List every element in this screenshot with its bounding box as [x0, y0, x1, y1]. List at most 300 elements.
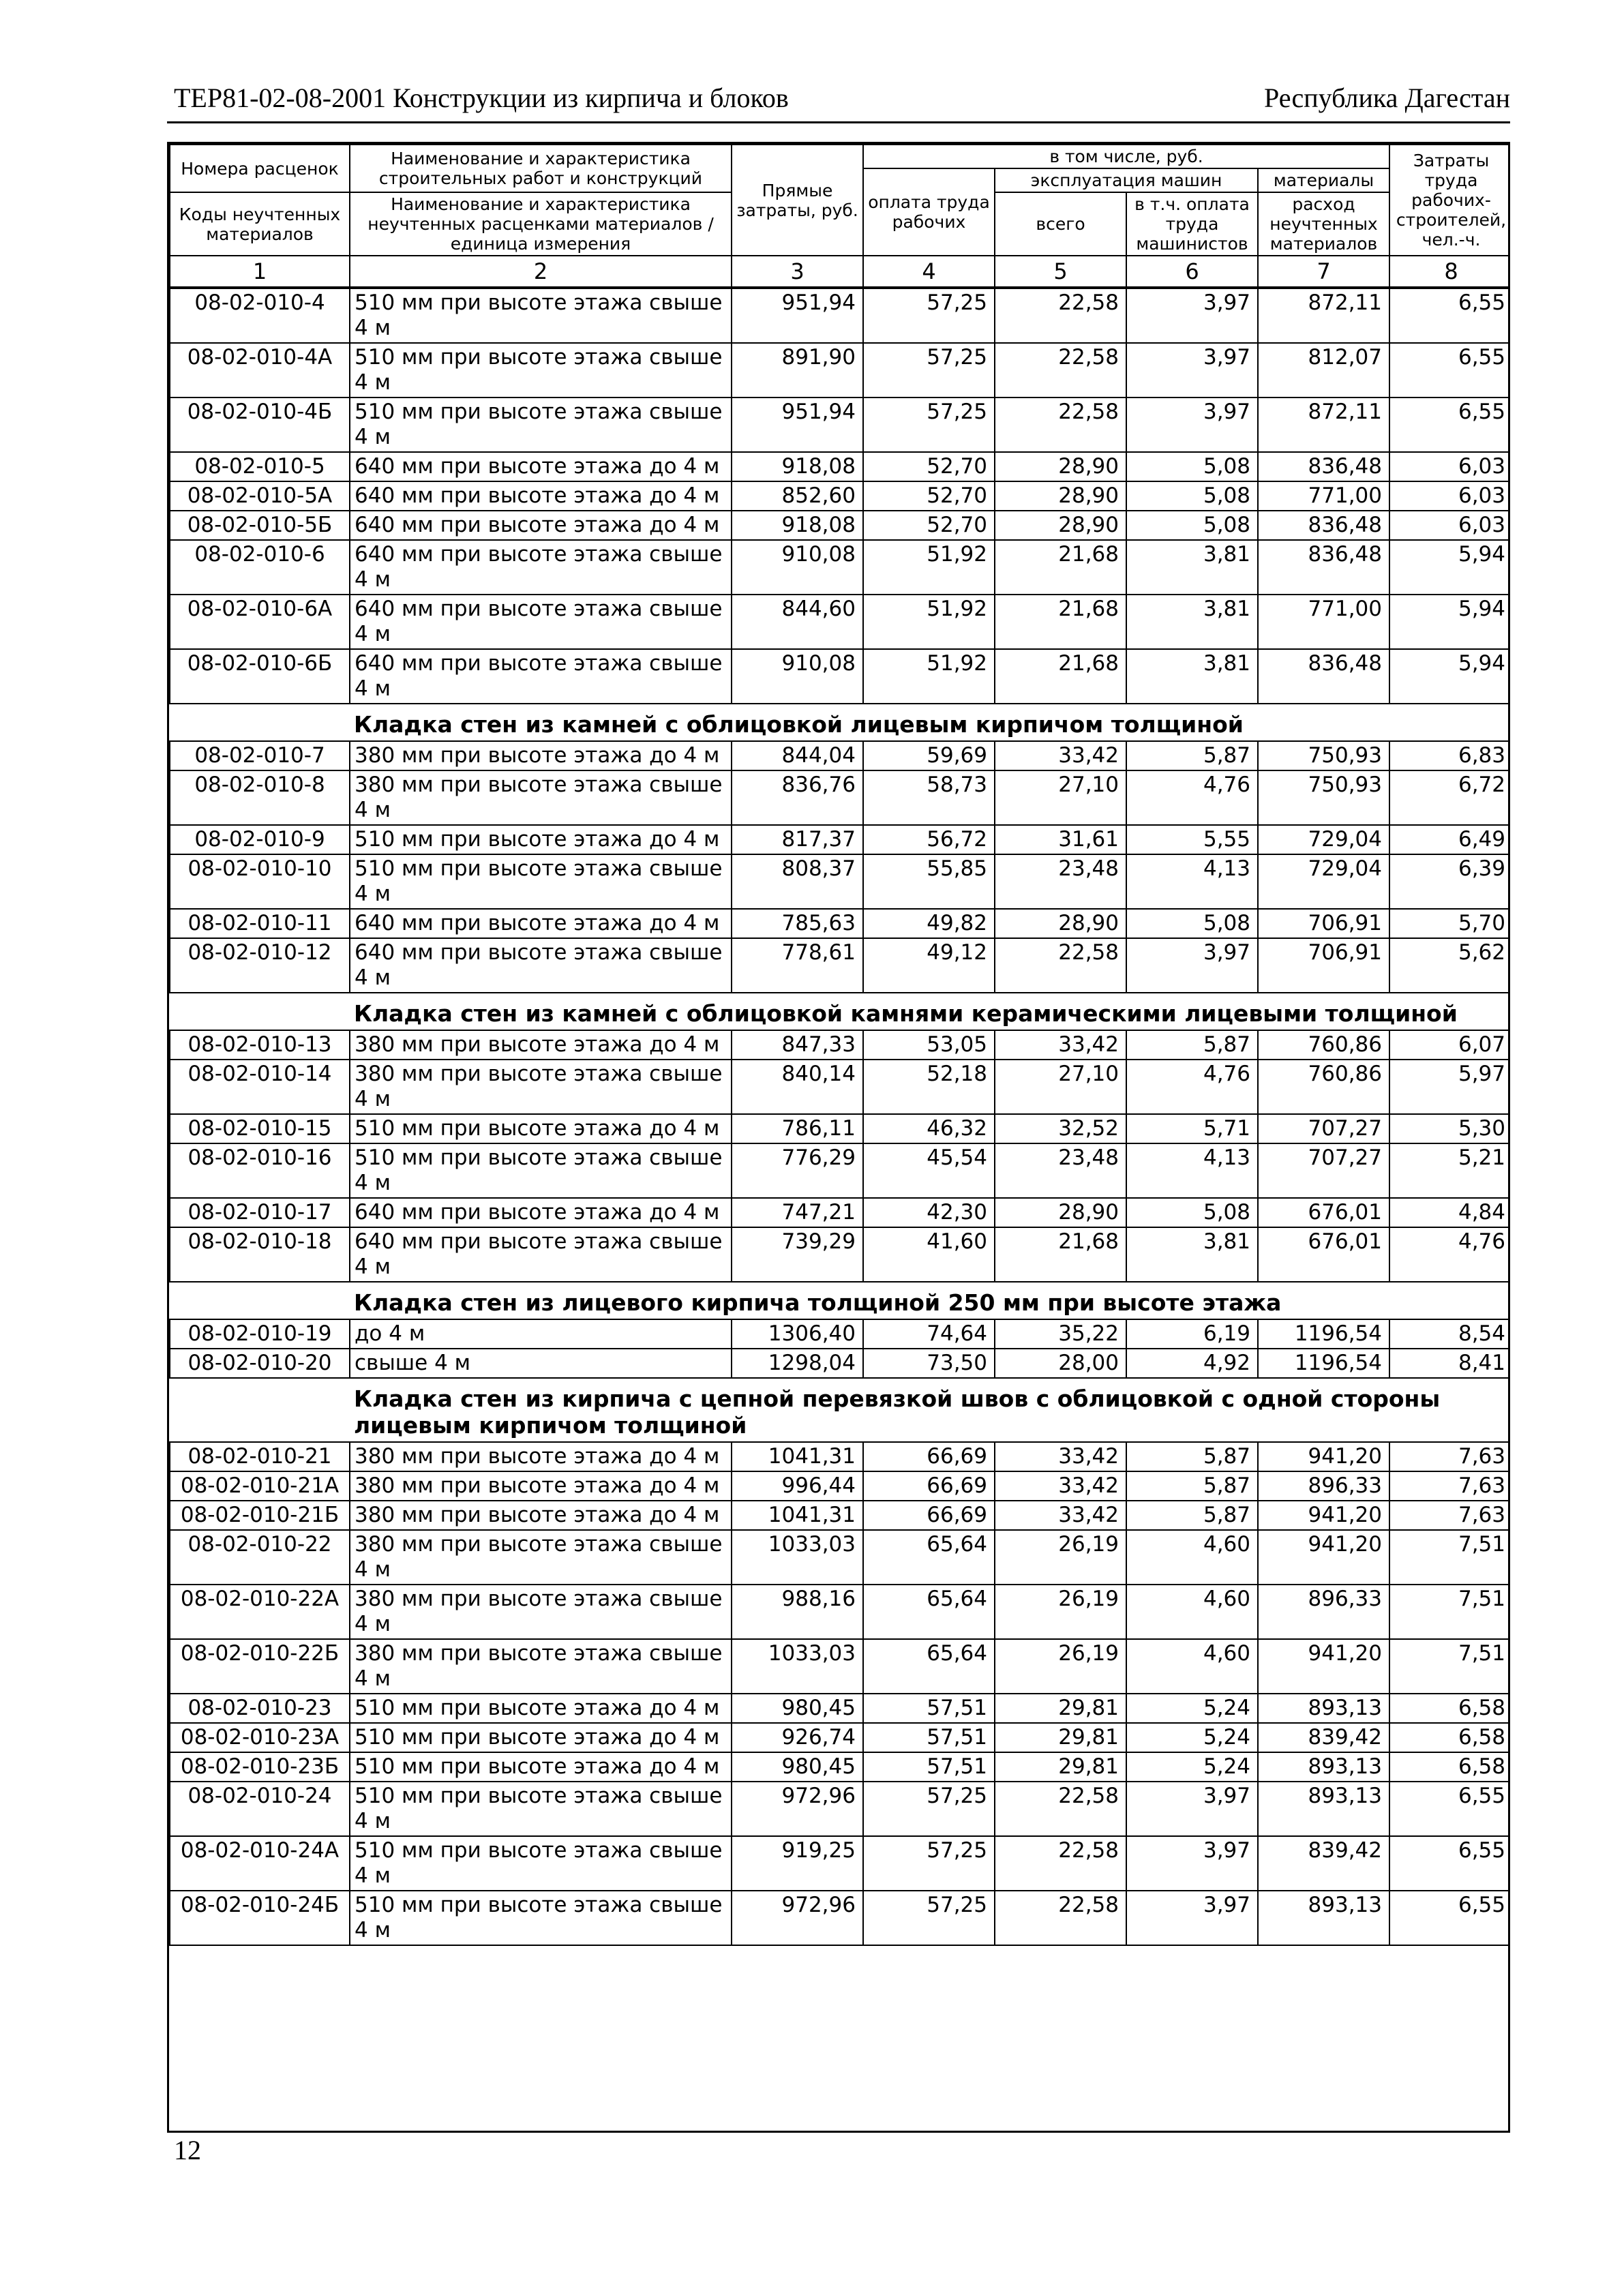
- rate-code-cell: 08-02-010-4А: [170, 343, 350, 397]
- work-name-cell: 640 мм при высоте этажа свыше 4 м: [350, 540, 732, 595]
- rate-code-cell: 08-02-010-21А: [170, 1471, 350, 1501]
- work-name-cell: 510 мм при высоте этажа до 4 м: [350, 825, 732, 854]
- work-name-cell: 380 мм при высоте этажа до 4 м: [350, 1471, 732, 1501]
- value-cell-c5: 22,58: [995, 1782, 1126, 1836]
- value-cell-c5: 29,81: [995, 1752, 1126, 1782]
- value-cell-c7: 941,20: [1258, 1639, 1389, 1694]
- value-cell-c8: 7,51: [1389, 1530, 1510, 1585]
- work-name-cell: 380 мм при высоте этажа до 4 м: [350, 1030, 732, 1060]
- table-row: [170, 1723, 1510, 1752]
- value-cell-c7: 676,01: [1258, 1198, 1389, 1227]
- table-row: [170, 1349, 1510, 1378]
- value-cell-c4: 58,73: [863, 770, 995, 825]
- value-cell-c4: 52,70: [863, 481, 995, 511]
- header-machines-total: всего: [995, 192, 1126, 256]
- value-cell-c4: 52,70: [863, 511, 995, 540]
- value-cell-c4: 46,32: [863, 1114, 995, 1143]
- value-cell-c5: 32,52: [995, 1114, 1126, 1143]
- value-cell-c3: 910,08: [732, 540, 863, 595]
- value-cell-c7: 706,91: [1258, 909, 1389, 938]
- table-row: [170, 397, 1510, 452]
- value-cell-c7: 896,33: [1258, 1471, 1389, 1501]
- value-cell-c6: 4,76: [1126, 770, 1258, 825]
- table-row: [170, 1501, 1510, 1530]
- value-cell-c3: 817,37: [732, 825, 863, 854]
- section-heading: Кладка стен из лицевого кирпича толщиной 250 мм при высоте этажа: [350, 1282, 1510, 1319]
- work-name-cell: 640 мм при высоте этажа до 4 м: [350, 909, 732, 938]
- rate-code-cell: 08-02-010-7: [170, 741, 350, 770]
- table-row: [170, 770, 1510, 825]
- table-row: [170, 741, 1510, 770]
- column-number: 2: [350, 256, 732, 288]
- value-cell-c8: 6,07: [1389, 1030, 1510, 1060]
- table-row: [170, 1836, 1510, 1891]
- rates-table-frame: [167, 142, 1510, 2133]
- value-cell-c3: 918,08: [732, 452, 863, 481]
- value-cell-c3: 891,90: [732, 343, 863, 397]
- rate-code-cell: 08-02-010-22: [170, 1530, 350, 1585]
- value-cell-c7: 872,11: [1258, 288, 1389, 343]
- value-cell-c3: 980,45: [732, 1752, 863, 1782]
- value-cell-c4: 52,70: [863, 452, 995, 481]
- value-cell-c5: 21,68: [995, 540, 1126, 595]
- value-cell-c8: 6,55: [1389, 397, 1510, 452]
- value-cell-c6: 5,87: [1126, 741, 1258, 770]
- value-cell-c4: 57,25: [863, 397, 995, 452]
- value-cell-c4: 42,30: [863, 1198, 995, 1227]
- value-cell-c7: 893,13: [1258, 1752, 1389, 1782]
- value-cell-c7: 1196,54: [1258, 1319, 1389, 1349]
- value-cell-c4: 66,69: [863, 1501, 995, 1530]
- value-cell-c6: 5,24: [1126, 1752, 1258, 1782]
- table-row: [170, 1030, 1510, 1060]
- value-cell-c3: 972,96: [732, 1891, 863, 1945]
- rate-code-cell: 08-02-010-22А: [170, 1585, 350, 1639]
- header-machines: эксплуатация машин: [995, 168, 1258, 192]
- table-row: [170, 343, 1510, 397]
- value-cell-c4: 57,25: [863, 1782, 995, 1836]
- work-name-cell: 380 мм при высоте этажа до 4 м: [350, 1442, 732, 1471]
- rate-code-cell: 08-02-010-23А: [170, 1723, 350, 1752]
- value-cell-c7: 836,48: [1258, 511, 1389, 540]
- value-cell-c8: 5,94: [1389, 595, 1510, 649]
- table-row: [170, 1060, 1510, 1114]
- value-cell-c3: 996,44: [732, 1471, 863, 1501]
- table-row: [170, 1442, 1510, 1471]
- table-row: [170, 825, 1510, 854]
- value-cell-c8: 6,58: [1389, 1723, 1510, 1752]
- value-cell-c4: 55,85: [863, 854, 995, 909]
- rate-code-cell: 08-02-010-6Б: [170, 649, 350, 704]
- value-cell-c3: 951,94: [732, 397, 863, 452]
- value-cell-c3: 919,25: [732, 1836, 863, 1891]
- work-name-cell: 380 мм при высоте этажа до 4 м: [350, 1501, 732, 1530]
- value-cell-c3: 844,04: [732, 741, 863, 770]
- section-heading-spacer: [170, 1282, 350, 1319]
- work-name-cell: 510 мм при высоте этажа до 4 м: [350, 1752, 732, 1782]
- value-cell-c5: 28,90: [995, 909, 1126, 938]
- work-name-cell: 380 мм при высоте этажа свыше 4 м: [350, 1530, 732, 1585]
- work-name-cell: 510 мм при высоте этажа до 4 м: [350, 1723, 732, 1752]
- value-cell-c3: 844,60: [732, 595, 863, 649]
- column-number: 6: [1126, 256, 1258, 288]
- table-row: [170, 288, 1510, 343]
- value-cell-c5: 28,90: [995, 1198, 1126, 1227]
- value-cell-c6: 4,60: [1126, 1639, 1258, 1694]
- header-name: Наименование и характеристика строительных работ и конструкций: [350, 145, 732, 192]
- value-cell-c7: 836,48: [1258, 540, 1389, 595]
- rate-code-cell: 08-02-010-16: [170, 1143, 350, 1198]
- value-cell-c7: 676,01: [1258, 1227, 1389, 1282]
- value-cell-c8: 6,49: [1389, 825, 1510, 854]
- value-cell-c8: 7,63: [1389, 1442, 1510, 1471]
- value-cell-c3: 1298,04: [732, 1349, 863, 1378]
- value-cell-c5: 23,48: [995, 1143, 1126, 1198]
- value-cell-c3: 852,60: [732, 481, 863, 511]
- value-cell-c5: 22,58: [995, 938, 1126, 993]
- value-cell-c8: 6,72: [1389, 770, 1510, 825]
- rate-code-cell: 08-02-010-4Б: [170, 397, 350, 452]
- rate-code-cell: 08-02-010-17: [170, 1198, 350, 1227]
- value-cell-c4: 65,64: [863, 1530, 995, 1585]
- rate-code-cell: 08-02-010-12: [170, 938, 350, 993]
- section-heading-spacer: [170, 993, 350, 1030]
- section-heading-row: [170, 704, 1510, 741]
- header-direct-costs: Прямые затраты, руб.: [732, 145, 863, 256]
- value-cell-c6: 5,87: [1126, 1030, 1258, 1060]
- header-codes: Номера расценок: [170, 145, 350, 192]
- value-cell-c3: 1033,03: [732, 1639, 863, 1694]
- work-name-cell: 640 мм при высоте этажа свыше 4 м: [350, 595, 732, 649]
- value-cell-c6: 3,81: [1126, 1227, 1258, 1282]
- work-name-cell: 510 мм при высоте этажа свыше 4 м: [350, 397, 732, 452]
- work-name-cell: 510 мм при высоте этажа свыше 4 м: [350, 288, 732, 343]
- page-header: [167, 74, 1510, 117]
- value-cell-c3: 988,16: [732, 1585, 863, 1639]
- rate-code-cell: 08-02-010-24Б: [170, 1891, 350, 1945]
- value-cell-c8: 6,03: [1389, 511, 1510, 540]
- value-cell-c8: 5,30: [1389, 1114, 1510, 1143]
- rate-code-cell: 08-02-010-11: [170, 909, 350, 938]
- work-name-cell: 640 мм при высоте этажа до 4 м: [350, 1198, 732, 1227]
- value-cell-c8: 7,63: [1389, 1471, 1510, 1501]
- value-cell-c6: 5,08: [1126, 452, 1258, 481]
- value-cell-c8: 6,55: [1389, 343, 1510, 397]
- value-cell-c6: 3,81: [1126, 595, 1258, 649]
- value-cell-c5: 33,42: [995, 1442, 1126, 1471]
- value-cell-c6: 5,71: [1126, 1114, 1258, 1143]
- value-cell-c8: 6,83: [1389, 741, 1510, 770]
- page-number: 12: [174, 2135, 201, 2165]
- value-cell-c4: 65,64: [863, 1639, 995, 1694]
- work-name-cell: 510 мм при высоте этажа свыше 4 м: [350, 1782, 732, 1836]
- value-cell-c6: 3,97: [1126, 1891, 1258, 1945]
- rates-table: [169, 144, 1510, 1946]
- value-cell-c6: 5,87: [1126, 1442, 1258, 1471]
- value-cell-c5: 35,22: [995, 1319, 1126, 1349]
- value-cell-c7: 706,91: [1258, 938, 1389, 993]
- section-heading-row: [170, 1378, 1510, 1442]
- rate-code-cell: 08-02-010-5Б: [170, 511, 350, 540]
- value-cell-c7: 771,00: [1258, 481, 1389, 511]
- value-cell-c6: 5,08: [1126, 1198, 1258, 1227]
- value-cell-c4: 66,69: [863, 1442, 995, 1471]
- value-cell-c3: 951,94: [732, 288, 863, 343]
- rate-code-cell: 08-02-010-9: [170, 825, 350, 854]
- work-name-cell: 510 мм при высоте этажа свыше 4 м: [350, 1891, 732, 1945]
- value-cell-c5: 22,58: [995, 397, 1126, 452]
- value-cell-c5: 29,81: [995, 1694, 1126, 1723]
- column-numbers-row: [170, 256, 1510, 288]
- rate-code-cell: 08-02-010-24А: [170, 1836, 350, 1891]
- value-cell-c8: 5,94: [1389, 649, 1510, 704]
- value-cell-c3: 972,96: [732, 1782, 863, 1836]
- column-number: 4: [863, 256, 995, 288]
- value-cell-c5: 28,00: [995, 1349, 1126, 1378]
- section-heading-row: [170, 1282, 1510, 1319]
- header-labor: Затраты труда рабочих-строителей, чел.-ч.: [1389, 145, 1510, 256]
- value-cell-c3: 1033,03: [732, 1530, 863, 1585]
- rate-code-cell: 08-02-010-22Б: [170, 1639, 350, 1694]
- value-cell-c6: 5,08: [1126, 909, 1258, 938]
- value-cell-c7: 760,86: [1258, 1030, 1389, 1060]
- value-cell-c3: 926,74: [732, 1723, 863, 1752]
- value-cell-c6: 6,19: [1126, 1319, 1258, 1349]
- table-row: [170, 1143, 1510, 1198]
- value-cell-c3: 808,37: [732, 854, 863, 909]
- work-name-cell: 380 мм при высоте этажа до 4 м: [350, 741, 732, 770]
- table-row: [170, 854, 1510, 909]
- column-number: 1: [170, 256, 350, 288]
- work-name-cell: 380 мм при высоте этажа свыше 4 м: [350, 1639, 732, 1694]
- work-name-cell: до 4 м: [350, 1319, 732, 1349]
- work-name-cell: 640 мм при высоте этажа до 4 м: [350, 481, 732, 511]
- value-cell-c5: 26,19: [995, 1639, 1126, 1694]
- value-cell-c7: 896,33: [1258, 1585, 1389, 1639]
- rate-code-cell: 08-02-010-10: [170, 854, 350, 909]
- rate-code-cell: 08-02-010-20: [170, 1349, 350, 1378]
- section-heading-row: [170, 993, 1510, 1030]
- table-row: [170, 1782, 1510, 1836]
- value-cell-c3: 786,11: [732, 1114, 863, 1143]
- table-row: [170, 1227, 1510, 1282]
- value-cell-c5: 33,42: [995, 1471, 1126, 1501]
- header-unaccounted-codes: Коды неучтенных материалов: [170, 192, 350, 256]
- section-heading: Кладка стен из камней с облицовкой камнями керамическими лицевыми толщиной: [350, 993, 1510, 1030]
- table-row: [170, 1114, 1510, 1143]
- value-cell-c6: 5,08: [1126, 481, 1258, 511]
- value-cell-c7: 941,20: [1258, 1530, 1389, 1585]
- work-name-cell: 380 мм при высоте этажа свыше 4 м: [350, 1585, 732, 1639]
- work-name-cell: 640 мм при высоте этажа свыше 4 м: [350, 1227, 732, 1282]
- value-cell-c4: 57,51: [863, 1752, 995, 1782]
- work-name-cell: 640 мм при высоте этажа свыше 4 м: [350, 938, 732, 993]
- rate-code-cell: 08-02-010-13: [170, 1030, 350, 1060]
- section-heading-spacer: [170, 704, 350, 741]
- work-name-cell: свыше 4 м: [350, 1349, 732, 1378]
- value-cell-c7: 812,07: [1258, 343, 1389, 397]
- work-name-cell: 510 мм при высоте этажа свыше 4 м: [350, 1143, 732, 1198]
- table-row: [170, 481, 1510, 511]
- value-cell-c8: 6,03: [1389, 452, 1510, 481]
- table-row: [170, 511, 1510, 540]
- value-cell-c5: 22,58: [995, 1891, 1126, 1945]
- value-cell-c6: 5,55: [1126, 825, 1258, 854]
- table-body: [170, 288, 1510, 1945]
- value-cell-c5: 31,61: [995, 825, 1126, 854]
- header-materials: материалы: [1258, 168, 1389, 192]
- rate-code-cell: 08-02-010-6: [170, 540, 350, 595]
- section-heading: Кладка стен из камней с облицовкой лицевым кирпичом толщиной: [350, 704, 1510, 741]
- value-cell-c5: 33,42: [995, 1501, 1126, 1530]
- value-cell-c6: 4,13: [1126, 1143, 1258, 1198]
- value-cell-c7: 839,42: [1258, 1836, 1389, 1891]
- value-cell-c3: 910,08: [732, 649, 863, 704]
- value-cell-c5: 29,81: [995, 1723, 1126, 1752]
- rate-code-cell: 08-02-010-5А: [170, 481, 350, 511]
- value-cell-c4: 74,64: [863, 1319, 995, 1349]
- value-cell-c7: 941,20: [1258, 1442, 1389, 1471]
- value-cell-c7: 836,48: [1258, 649, 1389, 704]
- value-cell-c7: 941,20: [1258, 1501, 1389, 1530]
- table-row: [170, 1694, 1510, 1723]
- value-cell-c8: 5,21: [1389, 1143, 1510, 1198]
- value-cell-c8: 4,76: [1389, 1227, 1510, 1282]
- value-cell-c5: 26,19: [995, 1530, 1126, 1585]
- rate-code-cell: 08-02-010-23: [170, 1694, 350, 1723]
- value-cell-c4: 51,92: [863, 649, 995, 704]
- value-cell-c7: 893,13: [1258, 1891, 1389, 1945]
- value-cell-c4: 57,25: [863, 288, 995, 343]
- table-row: [170, 595, 1510, 649]
- value-cell-c7: 839,42: [1258, 1723, 1389, 1752]
- value-cell-c6: 3,97: [1126, 288, 1258, 343]
- work-name-cell: 640 мм при высоте этажа свыше 4 м: [350, 649, 732, 704]
- rate-code-cell: 08-02-010-24: [170, 1782, 350, 1836]
- value-cell-c8: 6,58: [1389, 1694, 1510, 1723]
- value-cell-c8: 7,63: [1389, 1501, 1510, 1530]
- column-number: 3: [732, 256, 863, 288]
- table-row: [170, 1891, 1510, 1945]
- document-title: ТЕР81-02-08-2001 Конструкции из кирпича и блоков: [174, 82, 789, 113]
- value-cell-c3: 918,08: [732, 511, 863, 540]
- work-name-cell: 510 мм при высоте этажа до 4 м: [350, 1114, 732, 1143]
- value-cell-c6: 3,97: [1126, 397, 1258, 452]
- value-cell-c8: 8,54: [1389, 1319, 1510, 1349]
- rate-code-cell: 08-02-010-18: [170, 1227, 350, 1282]
- header-machinist-wages: в т.ч. оплата труда машинистов: [1126, 192, 1258, 256]
- value-cell-c3: 778,61: [732, 938, 863, 993]
- table-row: [170, 1530, 1510, 1585]
- value-cell-c5: 22,58: [995, 343, 1126, 397]
- value-cell-c3: 776,29: [732, 1143, 863, 1198]
- value-cell-c6: 4,60: [1126, 1530, 1258, 1585]
- value-cell-c3: 1041,31: [732, 1501, 863, 1530]
- value-cell-c7: 707,27: [1258, 1143, 1389, 1198]
- value-cell-c6: 5,87: [1126, 1501, 1258, 1530]
- table-row: [170, 909, 1510, 938]
- value-cell-c7: 729,04: [1258, 854, 1389, 909]
- value-cell-c4: 51,92: [863, 595, 995, 649]
- work-name-cell: 510 мм при высоте этажа свыше 4 м: [350, 343, 732, 397]
- value-cell-c8: 5,70: [1389, 909, 1510, 938]
- value-cell-c7: 729,04: [1258, 825, 1389, 854]
- value-cell-c5: 28,90: [995, 452, 1126, 481]
- value-cell-c5: 28,90: [995, 511, 1126, 540]
- column-number: 8: [1389, 256, 1510, 288]
- value-cell-c6: 3,97: [1126, 1782, 1258, 1836]
- value-cell-c8: 6,55: [1389, 288, 1510, 343]
- column-number: 7: [1258, 256, 1389, 288]
- value-cell-c5: 21,68: [995, 1227, 1126, 1282]
- rate-code-cell: 08-02-010-14: [170, 1060, 350, 1114]
- rate-code-cell: 08-02-010-21: [170, 1442, 350, 1471]
- region-name: Республика Дагестан: [1264, 82, 1510, 113]
- value-cell-c7: 836,48: [1258, 452, 1389, 481]
- value-cell-c3: 785,63: [732, 909, 863, 938]
- value-cell-c3: 747,21: [732, 1198, 863, 1227]
- value-cell-c3: 980,45: [732, 1694, 863, 1723]
- value-cell-c5: 33,42: [995, 741, 1126, 770]
- value-cell-c5: 22,58: [995, 1836, 1126, 1891]
- value-cell-c6: 3,97: [1126, 343, 1258, 397]
- value-cell-c5: 21,68: [995, 649, 1126, 704]
- value-cell-c7: 760,86: [1258, 1060, 1389, 1114]
- value-cell-c8: 6,39: [1389, 854, 1510, 909]
- value-cell-c4: 49,82: [863, 909, 995, 938]
- value-cell-c8: 6,55: [1389, 1891, 1510, 1945]
- value-cell-c3: 840,14: [732, 1060, 863, 1114]
- column-number: 5: [995, 256, 1126, 288]
- value-cell-c6: 5,08: [1126, 511, 1258, 540]
- value-cell-c8: 5,62: [1389, 938, 1510, 993]
- value-cell-c5: 22,58: [995, 288, 1126, 343]
- value-cell-c5: 27,10: [995, 1060, 1126, 1114]
- work-name-cell: 640 мм при высоте этажа до 4 м: [350, 452, 732, 481]
- value-cell-c7: 893,13: [1258, 1782, 1389, 1836]
- value-cell-c7: 750,93: [1258, 770, 1389, 825]
- value-cell-c8: 6,55: [1389, 1782, 1510, 1836]
- header-unaccounted-materials: расход неучтенных материалов: [1258, 192, 1389, 256]
- value-cell-c5: 23,48: [995, 854, 1126, 909]
- value-cell-c4: 57,25: [863, 1836, 995, 1891]
- work-name-cell: 640 мм при высоте этажа до 4 м: [350, 511, 732, 540]
- table-row: [170, 649, 1510, 704]
- header-wages: оплата труда рабочих: [863, 168, 995, 256]
- work-name-cell: 380 мм при высоте этажа свыше 4 м: [350, 1060, 732, 1114]
- value-cell-c4: 57,25: [863, 343, 995, 397]
- rate-code-cell: 08-02-010-5: [170, 452, 350, 481]
- rate-code-cell: 08-02-010-15: [170, 1114, 350, 1143]
- value-cell-c8: 6,58: [1389, 1752, 1510, 1782]
- value-cell-c6: 5,24: [1126, 1694, 1258, 1723]
- value-cell-c4: 57,25: [863, 1891, 995, 1945]
- value-cell-c8: 7,51: [1389, 1585, 1510, 1639]
- section-heading: Кладка стен из кирпича с цепной перевязкой швов с облицовкой с одной стороны лицевым кирпичом толщиной: [350, 1378, 1510, 1442]
- value-cell-c8: 5,94: [1389, 540, 1510, 595]
- value-cell-c7: 893,13: [1258, 1694, 1389, 1723]
- value-cell-c6: 5,24: [1126, 1723, 1258, 1752]
- value-cell-c6: 3,81: [1126, 649, 1258, 704]
- work-name-cell: 380 мм при высоте этажа свыше 4 м: [350, 770, 732, 825]
- header-rule: [167, 121, 1510, 123]
- value-cell-c7: 1196,54: [1258, 1349, 1389, 1378]
- table-row: [170, 1585, 1510, 1639]
- rate-code-cell: 08-02-010-21Б: [170, 1501, 350, 1530]
- value-cell-c5: 28,90: [995, 481, 1126, 511]
- table-row: [170, 1198, 1510, 1227]
- rate-code-cell: 08-02-010-19: [170, 1319, 350, 1349]
